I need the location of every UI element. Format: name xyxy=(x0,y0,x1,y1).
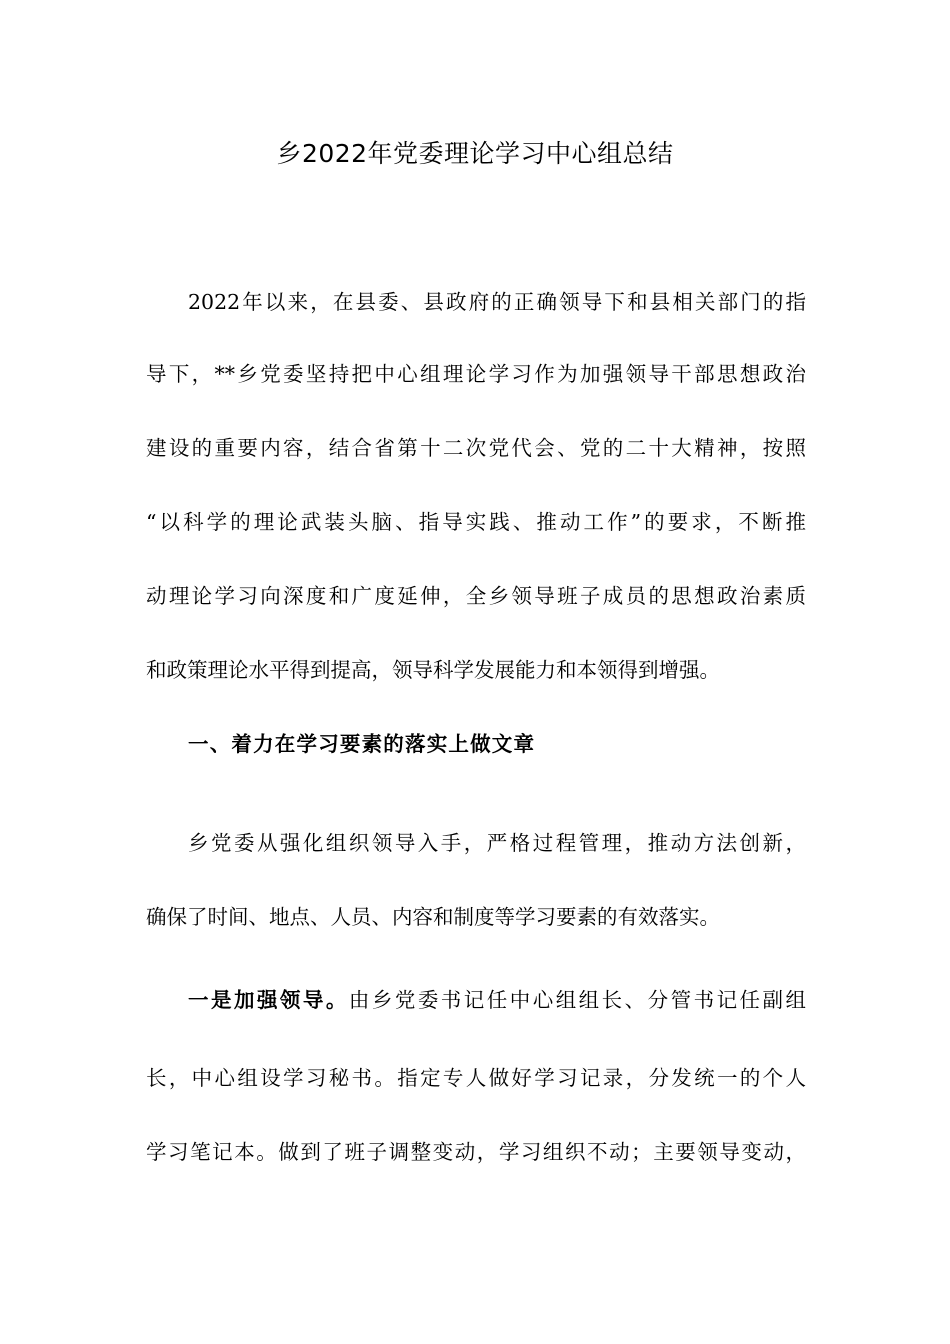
intro-line-1: 2022年以来，在县委、县政府的正确领导下和县相关部门的指 xyxy=(188,290,806,314)
point-1-line-2: 长，中心组设学习秘书。指定专人做好学习记录，分发统一的个人 xyxy=(146,1066,806,1090)
point-1-text-1: 由乡党委书记任中心组组长、分管书记任副组 xyxy=(348,988,807,1012)
point-1-line-3: 学习笔记本。做到了班子调整变动，学习组织不动；主要领导变动， xyxy=(146,1140,806,1164)
point-1-line-1 xyxy=(146,985,806,1015)
intro-line-2: 导下，**乡党委坚持把中心组理论学习作为加强领导干部思想政治 xyxy=(146,362,806,386)
section-1-heading: 一、着力在学习要素的落实上做文章 xyxy=(188,732,536,756)
section-1-line-1: 乡党委从强化组织领导入手，严格过程管理，推动方法创新， xyxy=(188,831,806,855)
document-title: 乡2022年党委理论学习中心组总结 xyxy=(276,139,674,168)
section-1-line-2: 确保了时间、地点、人员、内容和制度等学习要素的有效落实。 xyxy=(146,905,720,929)
intro-line-5: 动理论学习向深度和广度延伸，全乡领导班子成员的思想政治素质 xyxy=(146,584,806,608)
intro-line-3: 建设的重要内容，结合省第十二次党代会、党的二十大精神，按照 xyxy=(146,436,806,460)
intro-line-6: 和政策理论水平得到提高，领导科学发展能力和本领得到增强。 xyxy=(146,658,720,682)
intro-line-4: “以科学的理论武装头脑、指导实践、推动工作”的要求，不断推 xyxy=(146,510,806,534)
point-1-lead: 一是加强领导。 xyxy=(188,988,349,1012)
